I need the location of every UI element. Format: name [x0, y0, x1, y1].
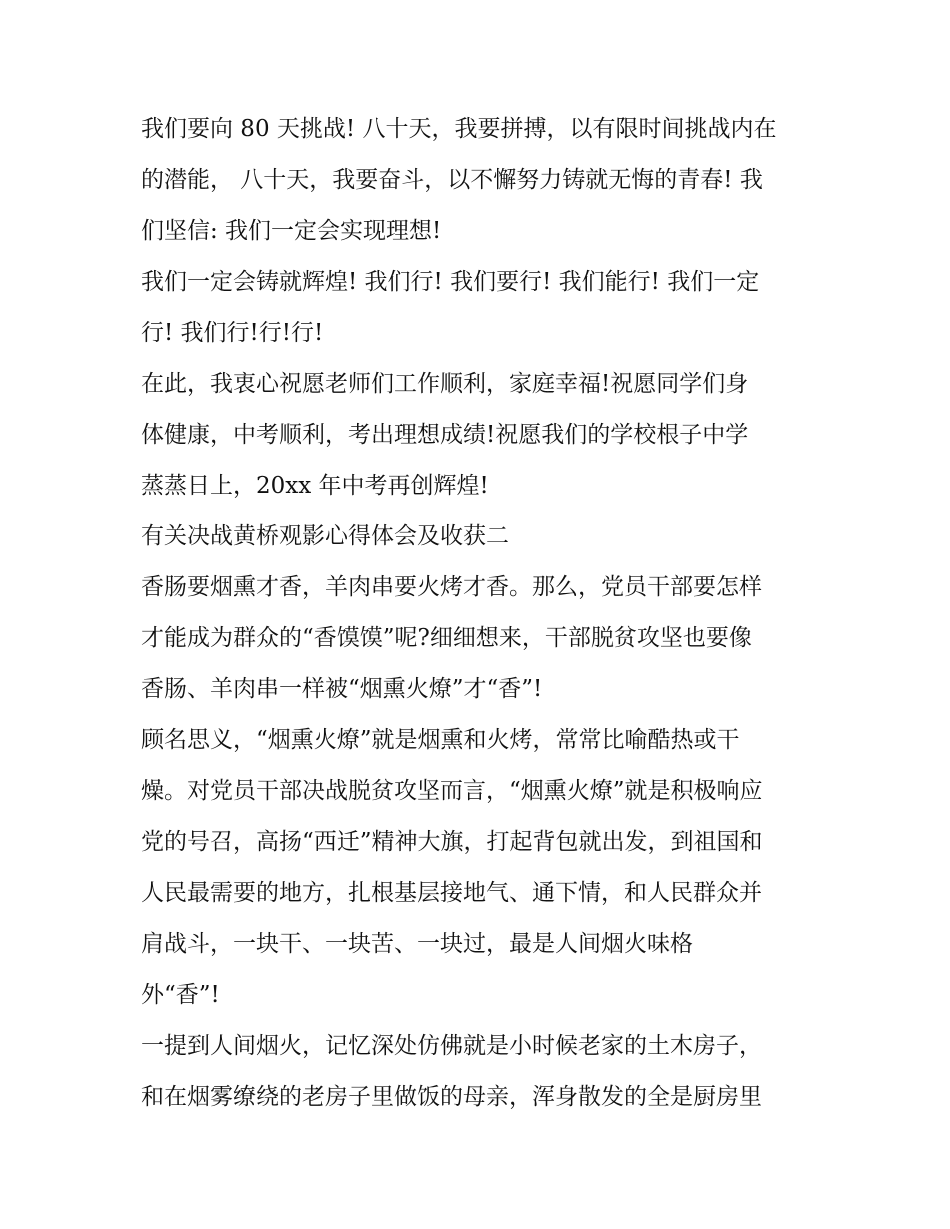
text-line: 香肠要烟熏才香，羊肉串要火烤才香。那么，党员干部要怎样 [141, 574, 762, 600]
text-line: 肩战斗，一块干、一块苦、一块过，最是人间烟火味格 [141, 931, 693, 957]
text-line: 行! 我们行!行!行! [141, 320, 324, 346]
text-line: 们坚信: 我们一定会实现理想! [141, 218, 442, 244]
text-line: 顾名思义，“烟熏火燎”就是烟熏和火烤，常常比喻酷热或干 [141, 727, 740, 753]
text-line: 人民最需要的地方，扎根基层接地气、通下情，和人民群众并 [141, 880, 762, 906]
text-line: 和在烟雾缭绕的老房子里做饭的母亲，浑身散发的全是厨房里 [141, 1084, 762, 1110]
text-line: 蒸蒸日上，20xx 年中考再创辉煌! [141, 473, 489, 499]
text-line: 我们一定会铸就辉煌! 我们行! 我们要行! 我们能行! 我们一定 [141, 269, 760, 295]
text-line: 一提到人间烟火，记忆深处仿佛就是小时候老家的土木房子， [141, 1033, 762, 1059]
text-line: 燥。对党员干部决战脱贫攻坚而言，“烟熏火燎”就是积极响应 [141, 778, 763, 804]
text-line: 才能成为群众的“香馍馍”呢?细细想来，干部脱贫攻坚也要像 [141, 625, 752, 651]
text-line: 党的号召，高扬“西迁”精神大旗，打起背包就出发，到祖国和 [141, 829, 763, 855]
text-line: 香肠、羊肉串一样被“烟熏火燎”才“香”! [141, 676, 543, 702]
text-line: 的潜能， 八十天，我要奋斗，以不懈努力铸就无悔的青春! 我 [141, 167, 763, 193]
text-line: 我们要向 80 天挑战! 八十天，我要拼搏，以有限时间挑战内在 [141, 116, 777, 142]
text-line: 体健康，中考顺利，考出理想成绩!祝愿我们的学校根子中学 [141, 422, 749, 448]
text-line: 在此，我衷心祝愿老师们工作顺利，家庭幸福!祝愿同学们身 [141, 371, 749, 397]
section-heading: 有关决战黄桥观影心得体会及收获二 [141, 523, 509, 549]
text-line: 外“香”! [141, 982, 220, 1008]
